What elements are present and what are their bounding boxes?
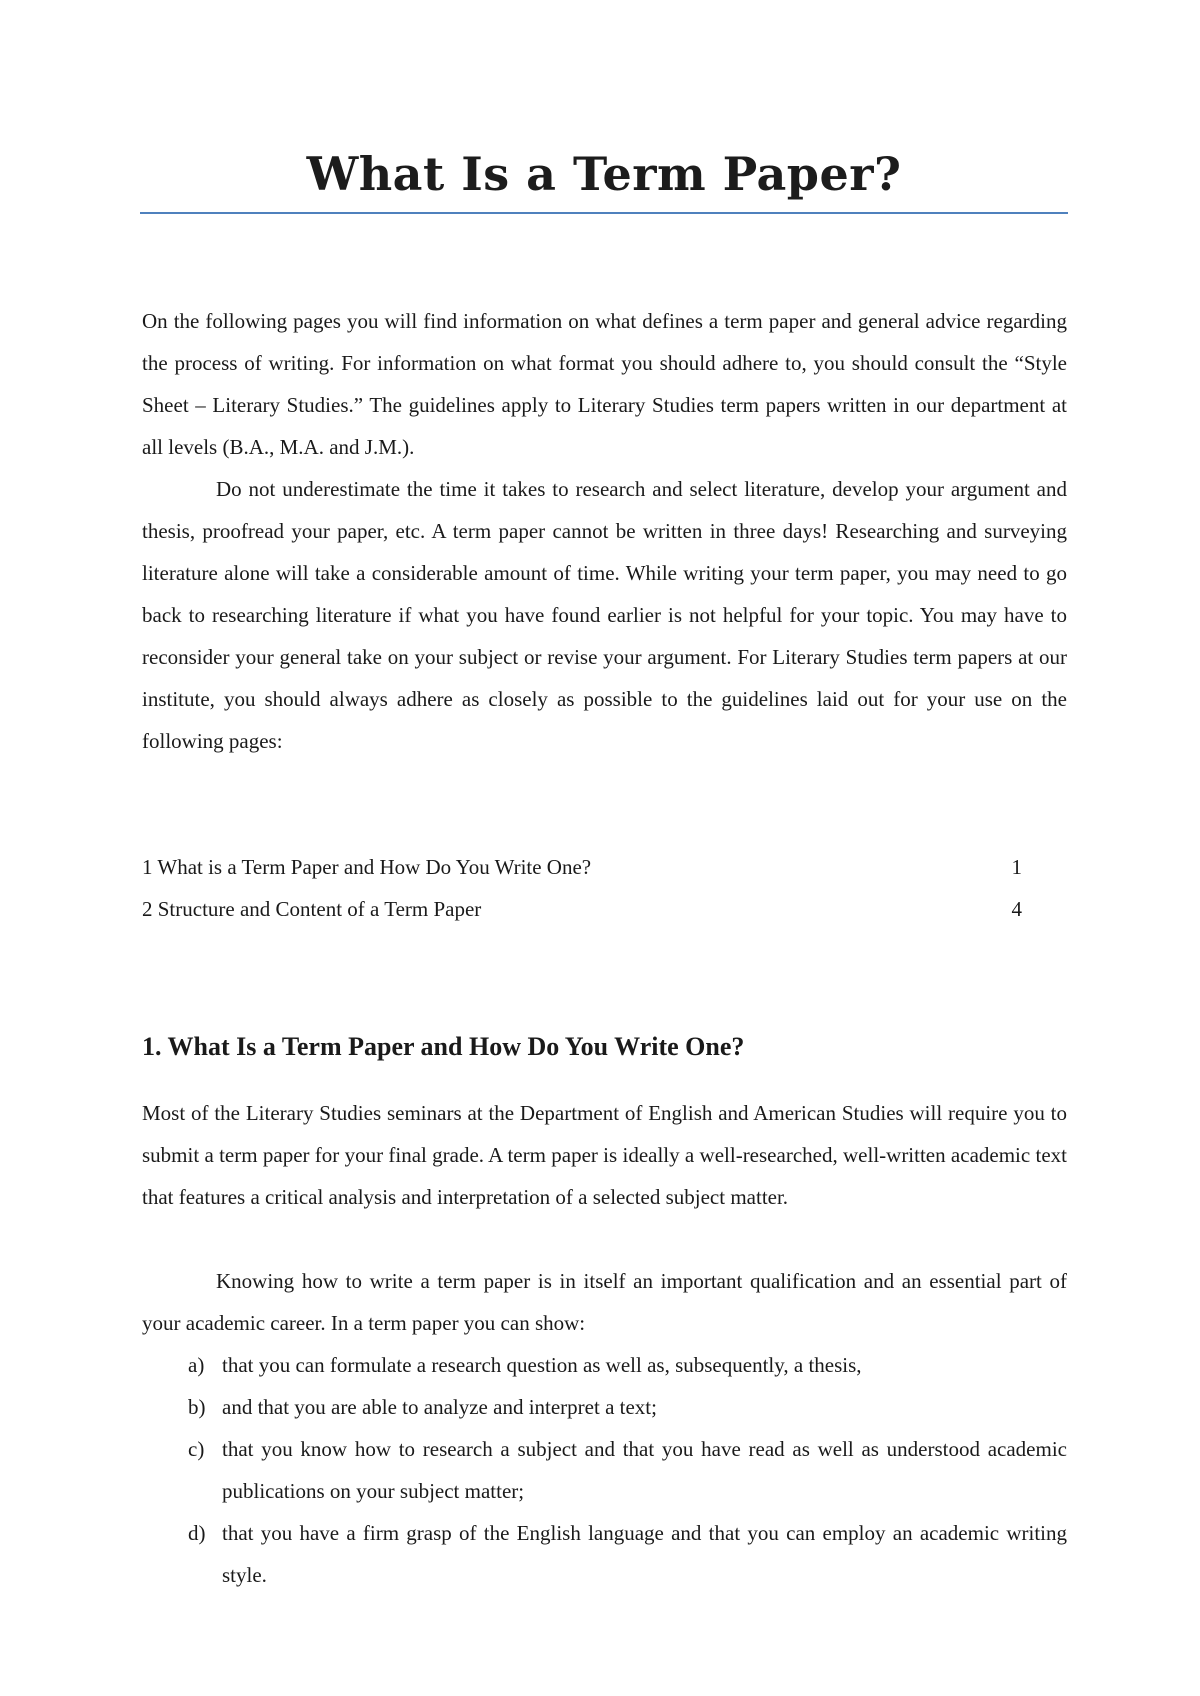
- intro-paragraph-1: On the following pages you will find information on what defines a term paper and general advice regarding the process of writing. For information on what format you should adhere to, you should consult the “Style Sheet – Literary Studies.” The guidelines apply to Literary Studies term papers written in our department at all levels (B.A., M.A. and J.M.).: [142, 309, 1067, 459]
- list-marker: c): [188, 1437, 205, 1461]
- toc-entry: [142, 888, 1022, 930]
- list-marker: a): [188, 1353, 205, 1377]
- title-underline: [140, 212, 1068, 214]
- list-item-text: that you have a firm grasp of the English language and that you can employ an academic writing style.: [222, 1521, 1067, 1587]
- toc-entry-page: 4: [1011, 897, 1022, 921]
- list-item-text: that you know how to research a subject and that you have read as well as understood academic publications on your subject matter;: [222, 1437, 1067, 1503]
- section-1-heading: 1. What Is a Term Paper and How Do You Write One?: [142, 1032, 745, 1061]
- table-of-contents: [142, 846, 1022, 930]
- list-marker: b): [188, 1395, 206, 1419]
- list-item: [142, 1344, 1067, 1386]
- section-1-paragraph-1: Most of the Literary Studies seminars at the Department of English and American Studies will require you to submit a term paper for your final grade. A term paper is ideally a well-researched, well-written academic text that features a critical analysis and interpretation of a selected subject matter.: [142, 1101, 1067, 1209]
- list-item: [142, 1512, 1067, 1596]
- list-item: [142, 1428, 1067, 1512]
- qualification-list: [142, 1344, 1067, 1596]
- list-item: [142, 1386, 1067, 1428]
- intro-paragraph-2: Do not underestimate the time it takes to research and select literature, develop your argument and thesis, proofread your paper, etc. A term paper cannot be written in three days! Researching and surveying literature alone will take a considerable amount of time. While writing your term paper, you may need to go back to researching literature if what you have found earlier is not helpful for your topic. You may have to reconsider your general take on your subject or revise your argument. For Literary Studies term papers at our institute, you should always adhere as closely as possible to the guidelines laid out for your use on the following pages:: [142, 477, 1067, 753]
- list-item-text: that you can formulate a research question as well as, subsequently, a thesis,: [222, 1353, 862, 1377]
- list-marker: d): [188, 1521, 206, 1545]
- section-1-paragraph-2: Knowing how to write a term paper is in itself an important qualification and an essential part of your academic career. In a term paper you can show:: [142, 1269, 1067, 1335]
- toc-entry: [142, 846, 1022, 888]
- list-item-text: and that you are able to analyze and interpret a text;: [222, 1395, 657, 1419]
- toc-entry-label: 2 Structure and Content of a Term Paper: [142, 897, 482, 921]
- page-title: What Is a Term Paper?: [306, 147, 902, 201]
- toc-entry-label: 1 What is a Term Paper and How Do You Write One?: [142, 855, 592, 879]
- toc-entry-page: 1: [1011, 855, 1022, 879]
